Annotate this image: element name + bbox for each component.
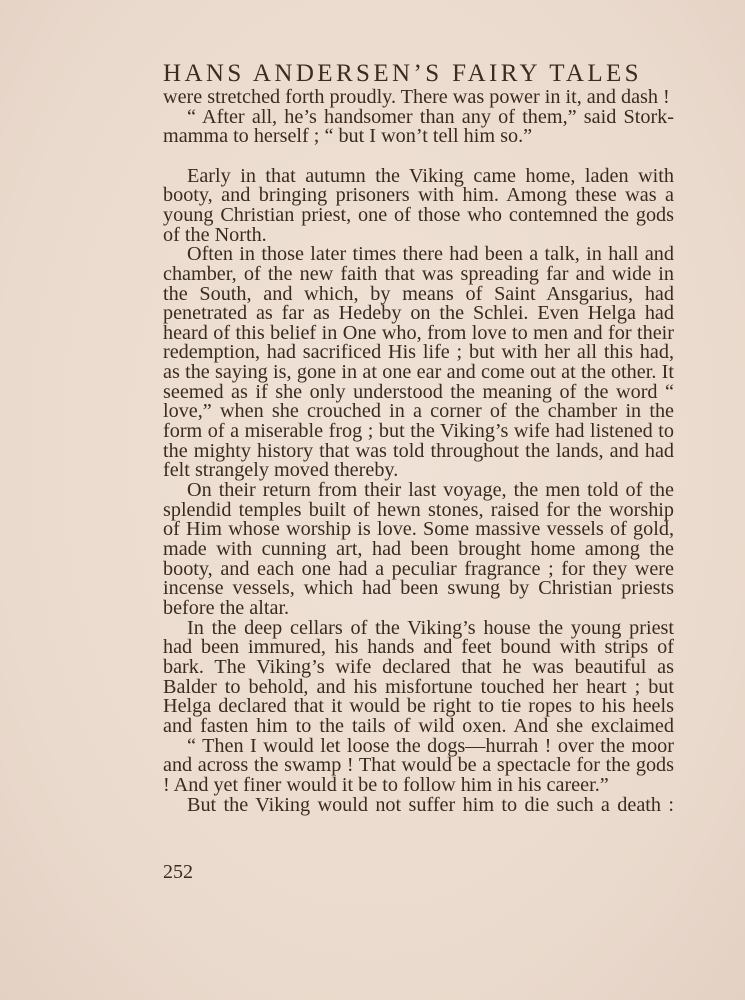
paragraph: Often in those later times there had been a talk, in hall and chamber, of the new faith that was spreading far and wide in the South, and which, by means of Saint Ansgarius, had penetrated as far as Hedeby on the Schlei. Even Helga had heard of this belief in One who, from love to men and for their redemption, had sacrificed His life ; but with her all this had, as the saying is, gone in at one ear and come out at the other. It seemed as if she only understood the meaning of the word “ love,” when she crouched in a corner of the chamber in the form of a miserable frog ; but the Viking’s wife had listened to the mighty history that was told throughout the lands, and had felt strangely moved thereby. [163, 243, 674, 482]
paragraph: were stretched forth proudly. There was power in it, and dash ! [163, 86, 670, 108]
body-text [163, 88, 674, 815]
paragraph: Early in that autumn the Viking came home, laden with booty, and bringing prisoners with him. Among these was a young Christian priest, one of those who contemned the gods of the North. [163, 164, 674, 246]
paragraph: “ After all, he’s handsomer than any of them,” said Stork-mamma to herself ; “ but I won’t tell him so.” [163, 105, 674, 148]
page-number: 252 [163, 861, 193, 883]
paragraph: “ Then I would let loose the dogs—hurrah ! over the moor and across the swamp ! That would be a spectacle for the gods ! And yet finer would it be to follow him in his career.” [163, 734, 674, 796]
paragraph: But the Viking would not suffer him to die such a death : [187, 793, 674, 816]
paragraph: On their return from their last voyage, the men told of the splendid temples built of hewn stones, raised for the worship of Him whose worship is love. Some massive vessels of gold, made with cunning art, had been brought home among the booty, and each one had a peculiar fragrance ; for they were incense vessels, which had been swung by Christian priests before the altar. [163, 479, 674, 619]
paragraph: In the deep cellars of the Viking’s house the young priest had been immured, his hands and feet bound with strips of bark. The Viking’s wife declared that he was beautiful as Balder to behold, and his misfortune touched her heart ; but Helga declared that it would be right to tie ropes to his heels and fasten him to the tails of wild oxen. And she exclaimed [163, 616, 674, 737]
running-head: HANS ANDERSEN’S FAIRY TALES [163, 60, 642, 87]
